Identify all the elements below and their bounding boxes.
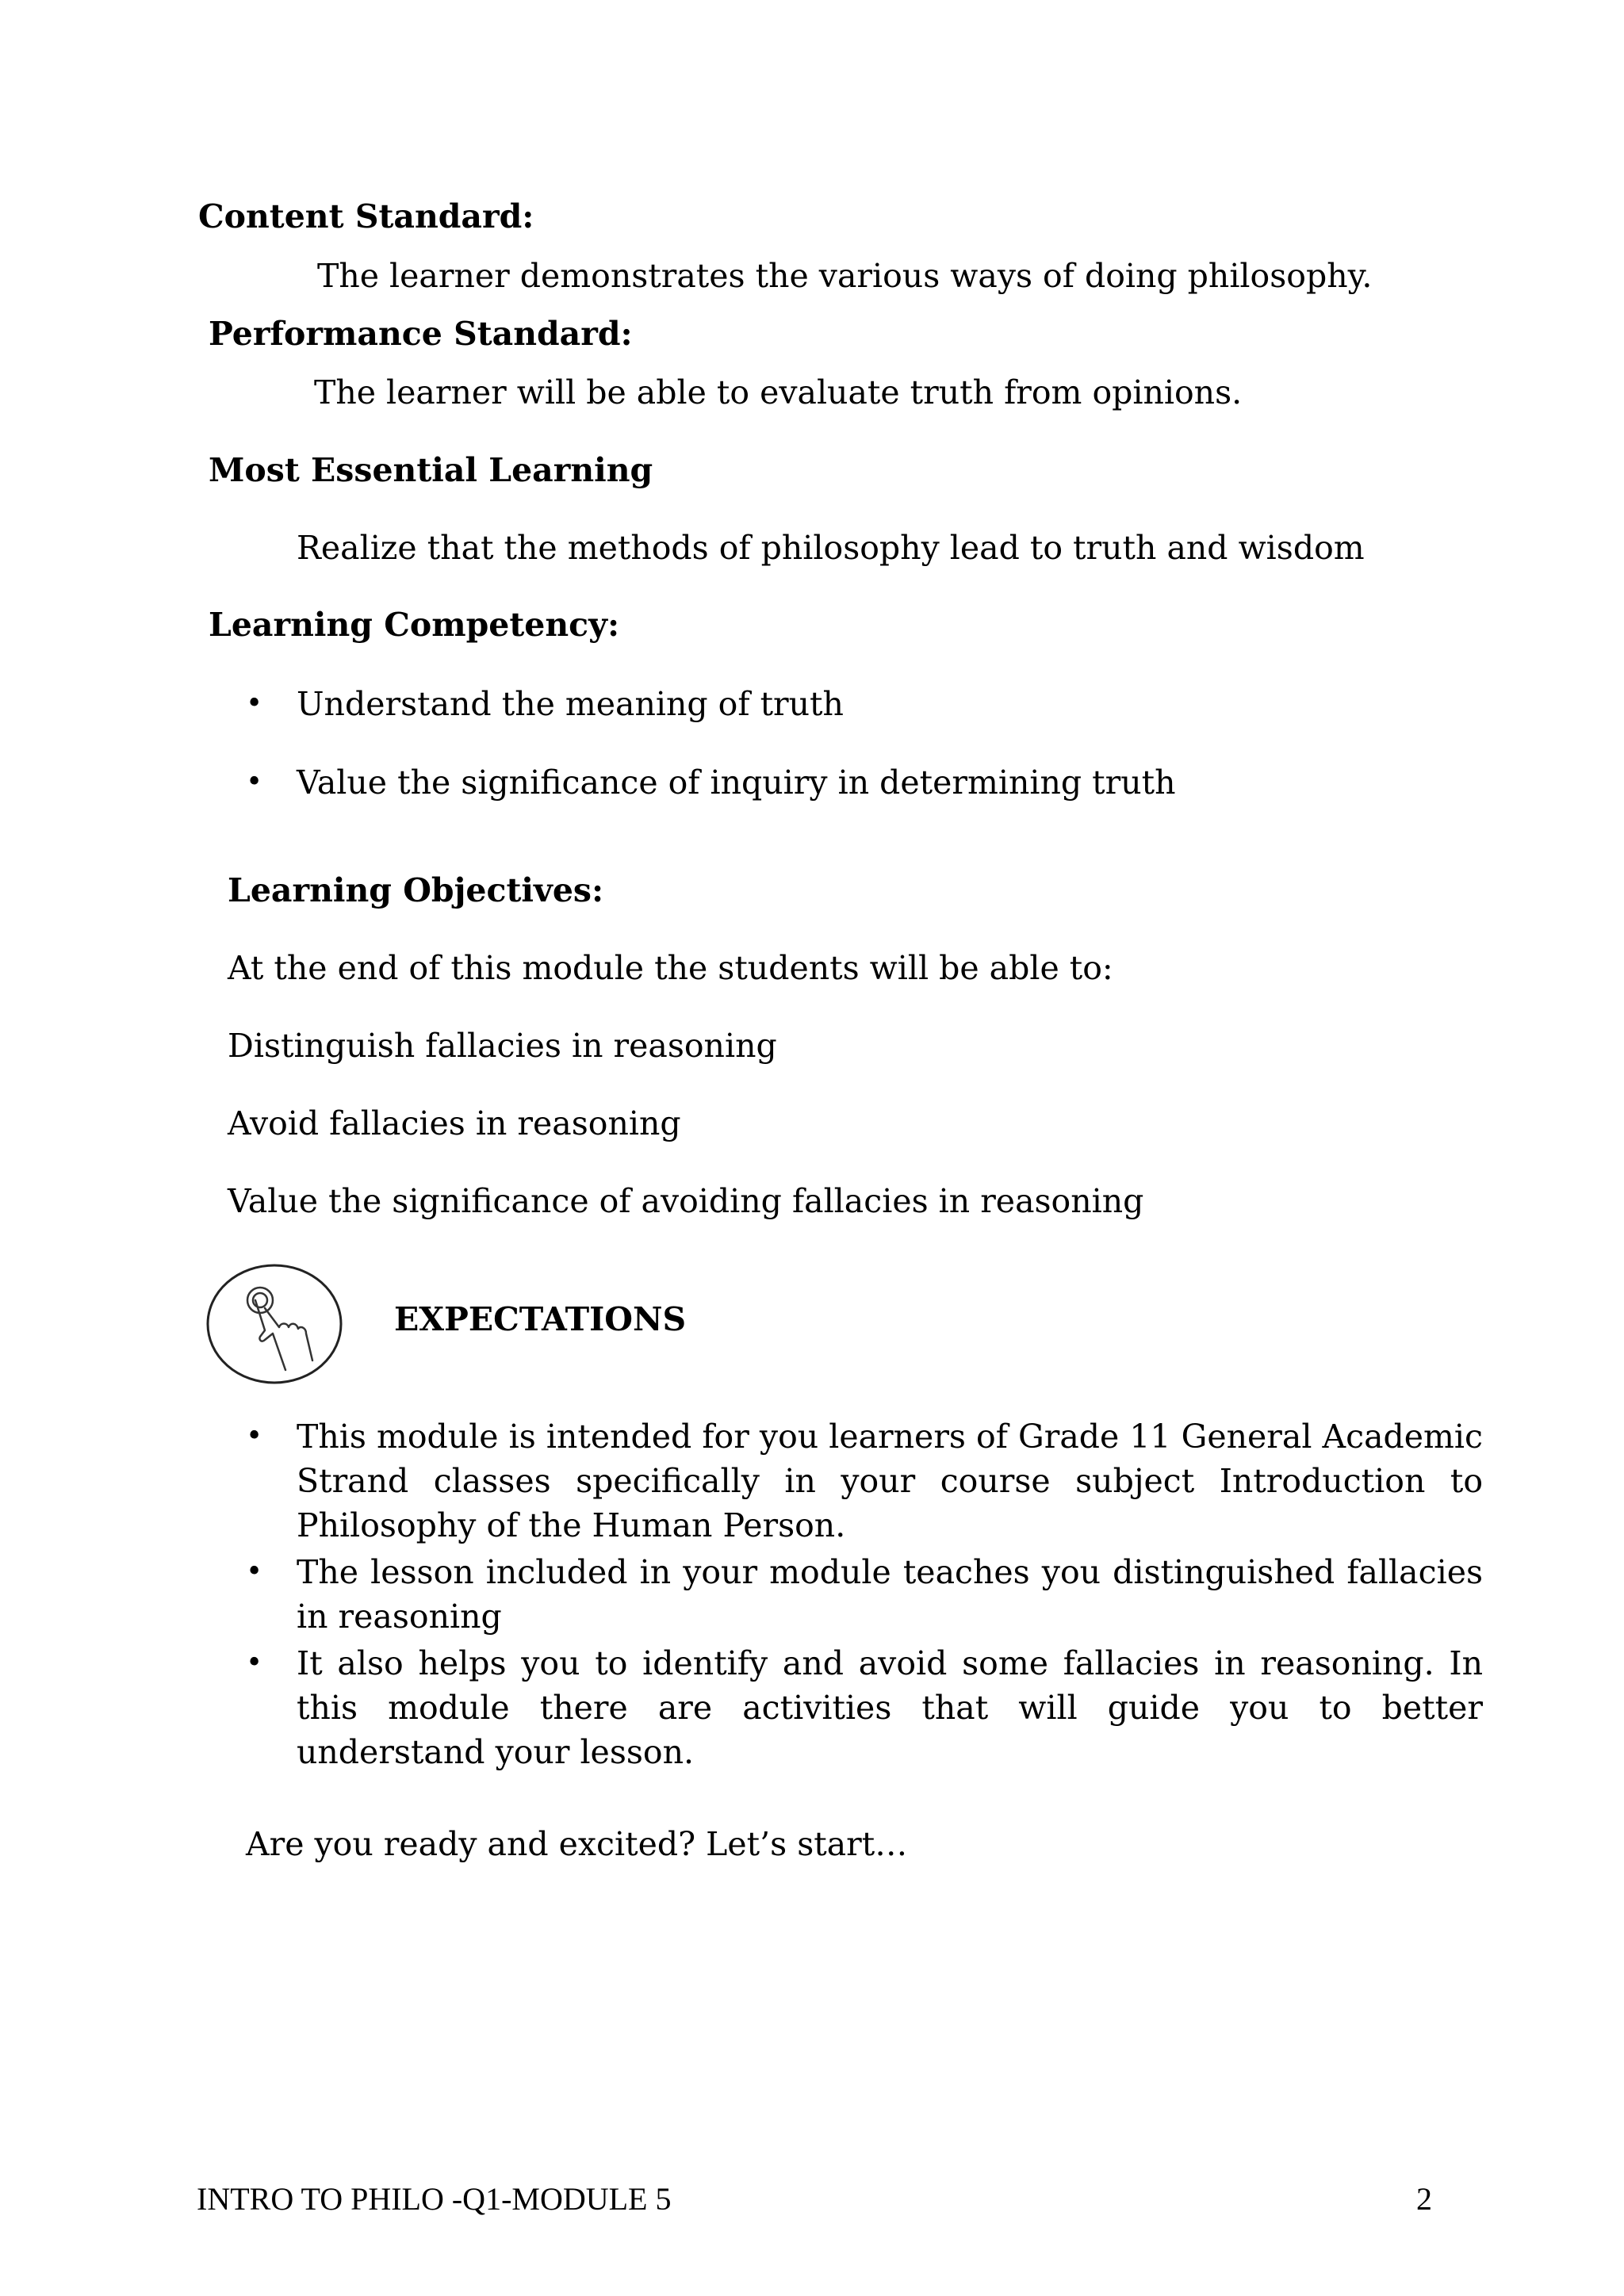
- expectation-item: This module is intended for you learners of Grade 11 General Academic Strand classes specifically in your course subject Introduction to Philosophy of the Human Person.: [297, 1418, 1483, 1544]
- performance-standard-heading: Performance Standard:: [209, 315, 633, 353]
- bullet-icon: •: [246, 1647, 263, 1679]
- objective-item: Avoid fallacies in reasoning: [228, 1104, 681, 1142]
- performance-standard-text: The learner will be able to evaluate truth from opinions.: [314, 373, 1243, 411]
- expectation-item: The lesson included in your module teaches you distinguished fallacies in reasoning: [297, 1553, 1483, 1636]
- learning-competency-heading: Learning Competency:: [209, 606, 620, 644]
- footer-module-label: INTRO TO PHILO -Q1-MODULE 5: [197, 2181, 672, 2217]
- objective-item: Value the significance of avoiding fallacies in reasoning: [228, 1182, 1144, 1220]
- objective-item: Distinguish fallacies in reasoning: [228, 1027, 777, 1065]
- learning-objectives-intro: At the end of this module the students will be able to:: [228, 949, 1113, 987]
- competency-item: Understand the meaning of truth: [297, 685, 844, 723]
- bullet-icon: •: [246, 687, 263, 720]
- bullet-icon: •: [246, 766, 263, 798]
- learning-objectives-heading: Learning Objectives:: [228, 871, 604, 909]
- competency-item: Value the significance of inquiry in determining truth: [297, 763, 1176, 802]
- page-number: 2: [1416, 2181, 1432, 2217]
- expectations-heading: EXPECTATIONS: [394, 1300, 687, 1338]
- closing-line: Are you ready and excited? Let’s start…: [246, 1825, 908, 1863]
- touch-hand-icon: [203, 1261, 346, 1387]
- most-essential-learning-text: Realize that the methods of philosophy lead to truth and wisdom: [297, 529, 1365, 567]
- most-essential-learning-heading: Most Essential Learning: [209, 451, 653, 489]
- bullet-icon: •: [246, 1556, 263, 1588]
- content-standard-heading: Content Standard:: [198, 197, 534, 235]
- expectation-item: It also helps you to identify and avoid some fallacies in reasoning. In this module there are activities that will guide you to better understand your lesson.: [297, 1644, 1483, 1771]
- content-standard-text: The learner demonstrates the various ways of doing philosophy.: [317, 257, 1373, 295]
- bullet-icon: •: [246, 1420, 263, 1452]
